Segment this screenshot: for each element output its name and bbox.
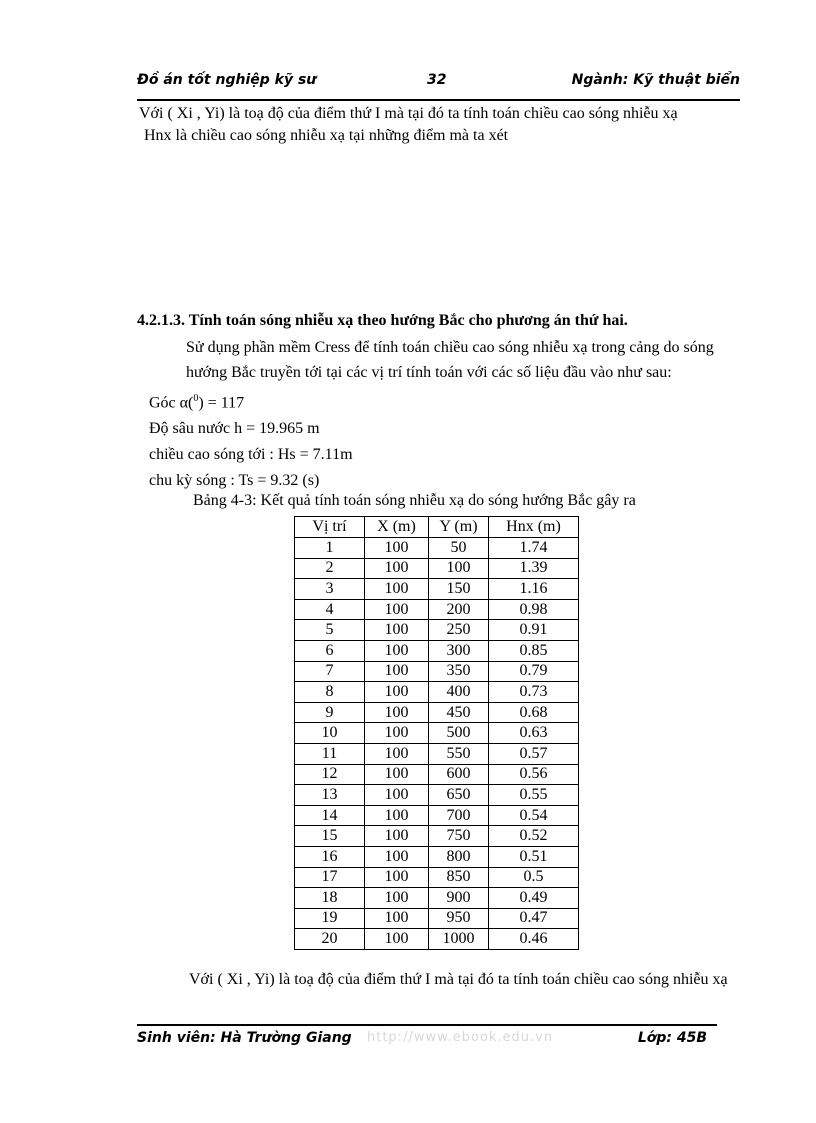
table-cell: 0.49: [489, 888, 579, 909]
table-cell: 9: [295, 702, 365, 723]
table-cell: 11: [295, 743, 365, 764]
table-cell: 1.16: [489, 579, 579, 600]
table-header-cell: X (m): [365, 517, 429, 538]
table-cell: 550: [429, 743, 489, 764]
table-cell: 0.54: [489, 805, 579, 826]
table-cell: 100: [365, 846, 429, 867]
table-cell: 100: [429, 558, 489, 579]
table-cell: 350: [429, 661, 489, 682]
header-thesis-title: Đồ án tốt nghiệp kỹ sư: [137, 72, 317, 88]
top-paragraph: [139, 103, 729, 147]
table-row: [295, 558, 579, 579]
table-cell: 800: [429, 846, 489, 867]
footer-student: Sinh viên: Hà Trường Giang: [137, 1030, 352, 1046]
table-cell: 1.39: [489, 558, 579, 579]
table-body: [295, 538, 579, 950]
bottom-paragraph: [137, 969, 732, 991]
table-cell: 100: [365, 764, 429, 785]
table-header-cell: Hnx (m): [489, 517, 579, 538]
table-cell: 5: [295, 620, 365, 641]
table-cell: 500: [429, 723, 489, 744]
table-cell: 900: [429, 888, 489, 909]
table-cell: 14: [295, 805, 365, 826]
table-cell: 100: [365, 888, 429, 909]
section-intro: [140, 335, 738, 385]
table-cell: 0.68: [489, 702, 579, 723]
table-cell: 1.74: [489, 538, 579, 559]
table-cell: 13: [295, 785, 365, 806]
table-cell: 750: [429, 826, 489, 847]
wave-period-param: chu kỳ sóng : Ts = 9.32 (s): [149, 472, 320, 490]
table-caption: Bảng 4-3: Kết quả tính toán sóng nhiễu xạ do sóng hướng Bắc gây ra: [193, 492, 636, 509]
table-cell: 0.52: [489, 826, 579, 847]
table-row: [295, 785, 579, 806]
table-cell: 15: [295, 826, 365, 847]
table-cell: 0.79: [489, 661, 579, 682]
table-cell: 100: [365, 908, 429, 929]
table-row: [295, 908, 579, 929]
table-cell: 0.5: [489, 867, 579, 888]
table-row: [295, 929, 579, 950]
table-cell: 1000: [429, 929, 489, 950]
table-row: [295, 805, 579, 826]
table-row: [295, 640, 579, 661]
table-cell: 0.73: [489, 682, 579, 703]
table-cell: 6: [295, 640, 365, 661]
table-cell: 0.46: [489, 929, 579, 950]
input-parameters: [149, 386, 353, 494]
table-cell: 17: [295, 867, 365, 888]
table-cell: 0.98: [489, 599, 579, 620]
table-cell: 100: [365, 599, 429, 620]
footer-watermark: http://www.ebook.edu.vn: [367, 1030, 554, 1045]
table-cell: 100: [365, 538, 429, 559]
table-cell: 650: [429, 785, 489, 806]
table-row: [295, 764, 579, 785]
footer-divider: [137, 1024, 717, 1026]
table-cell: 12: [295, 764, 365, 785]
table-cell: 50: [429, 538, 489, 559]
table-cell: 19: [295, 908, 365, 929]
table-cell: 450: [429, 702, 489, 723]
table-cell: 200: [429, 599, 489, 620]
depth-param: Độ sâu nước h = 19.965 m: [149, 420, 320, 438]
table-cell: 100: [365, 723, 429, 744]
table-row: [295, 661, 579, 682]
table-row: [295, 888, 579, 909]
table-header-row: [295, 517, 579, 538]
table-cell: 600: [429, 764, 489, 785]
bottom-text: Với ( Xi , Yi) là toạ độ của điểm thứ I mà tại đó ta tính toán chiều cao sóng nhiễu xạ: [189, 971, 728, 988]
results-table: [294, 516, 579, 950]
table-cell: 100: [365, 620, 429, 641]
table-row: [295, 723, 579, 744]
table-cell: 3: [295, 579, 365, 600]
table-cell: 100: [365, 640, 429, 661]
table-cell: 400: [429, 682, 489, 703]
table-cell: 850: [429, 867, 489, 888]
table-cell: 0.51: [489, 846, 579, 867]
table-row: [295, 846, 579, 867]
table-cell: 0.85: [489, 640, 579, 661]
table-cell: 100: [365, 805, 429, 826]
table-cell: 16: [295, 846, 365, 867]
table-row: [295, 579, 579, 600]
table-cell: 100: [365, 785, 429, 806]
table-cell: 0.47: [489, 908, 579, 929]
table-cell: 150: [429, 579, 489, 600]
table-row: [295, 702, 579, 723]
table-cell: 8: [295, 682, 365, 703]
table-cell: 100: [365, 867, 429, 888]
table-row: [295, 743, 579, 764]
table-cell: 0.56: [489, 764, 579, 785]
table-cell: 0.55: [489, 785, 579, 806]
page-header: [137, 72, 740, 92]
table-row: [295, 826, 579, 847]
table-cell: 100: [365, 743, 429, 764]
table-cell: 10: [295, 723, 365, 744]
table-cell: 300: [429, 640, 489, 661]
intro-text: Sử dụng phần mềm Cress để tính toán chiều cao sóng nhiễu xạ trong cảng do sóng hướng Bắc truyền tới tại các vị trí tính toán với các số liệu đầu vào như sau:: [186, 339, 714, 381]
table-cell: 20: [295, 929, 365, 950]
table-row: [295, 867, 579, 888]
section-heading: 4.2.1.3. Tính toán sóng nhiễu xạ theo hướng Bắc cho phương án thứ hai.: [137, 312, 628, 329]
table-cell: 100: [365, 929, 429, 950]
table-cell: 18: [295, 888, 365, 909]
table-row: [295, 682, 579, 703]
header-divider: [137, 99, 740, 101]
table-cell: 0.57: [489, 743, 579, 764]
angle-param: [149, 386, 353, 416]
table-header-cell: Vị trí: [295, 517, 365, 538]
table-cell: 7: [295, 661, 365, 682]
table-row: [295, 620, 579, 641]
wave-height-param: chiều cao sóng tới : Hs = 7.11m: [149, 446, 353, 464]
table-cell: 4: [295, 599, 365, 620]
table-cell: 100: [365, 826, 429, 847]
table-row: [295, 538, 579, 559]
header-major: Ngành: Kỹ thuật biển: [571, 72, 740, 88]
hnx-definition: Hnx là chiều cao sóng nhiễu xạ tại những điểm mà ta xét: [144, 127, 509, 144]
table-cell: 100: [365, 579, 429, 600]
table-cell: 950: [429, 908, 489, 929]
table-row: [295, 599, 579, 620]
table-cell: 1: [295, 538, 365, 559]
table-cell: 0.63: [489, 723, 579, 744]
angle-prefix: Góc α(: [149, 394, 194, 412]
table-header-cell: Y (m): [429, 517, 489, 538]
table-cell: 100: [365, 682, 429, 703]
table-cell: 250: [429, 620, 489, 641]
page-footer: [137, 1030, 717, 1050]
footer-class: Lớp: 45B: [637, 1030, 707, 1046]
angle-superscript: 0: [193, 393, 199, 404]
table-cell: 0.91: [489, 620, 579, 641]
table-cell: 100: [365, 702, 429, 723]
coordinate-definition: Với ( Xi , Yi) là toạ độ của điểm thứ I mà tại đó ta tính toán chiều cao sóng nhiễu xạ: [139, 105, 678, 122]
table-cell: 2: [295, 558, 365, 579]
table-cell: 700: [429, 805, 489, 826]
table-cell: 100: [365, 558, 429, 579]
angle-suffix: ) = 117: [198, 394, 245, 412]
page-number: 32: [427, 72, 447, 88]
table-cell: 100: [365, 661, 429, 682]
